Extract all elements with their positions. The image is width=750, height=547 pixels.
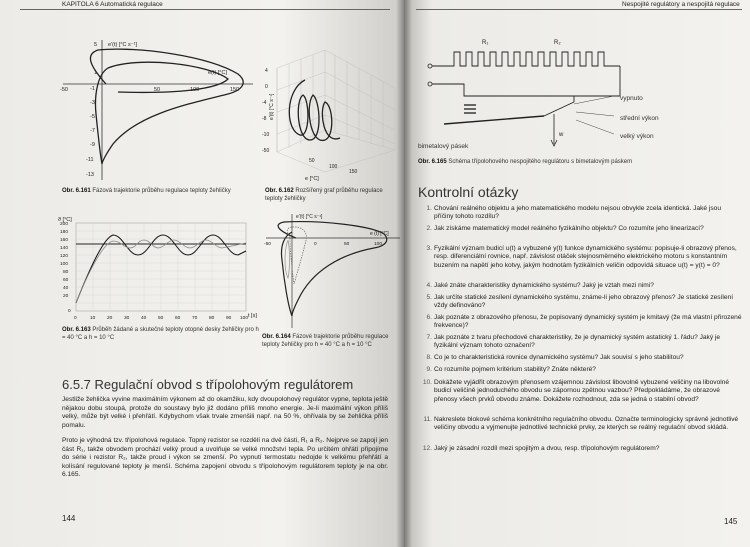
f164-y-label: e'(t) [°C s⁻¹]: [296, 214, 323, 220]
f161-trajectory: [90, 49, 243, 164]
f163-x-tick: 50: [158, 316, 164, 321]
f161-y-tick: -13: [86, 172, 94, 178]
question-number: 10.: [422, 379, 432, 386]
f163-grid: [76, 223, 246, 311]
f164-x-tick: -50: [264, 242, 271, 247]
question-item: [426, 294, 742, 311]
f164-x-tick: 0: [314, 242, 317, 247]
f163-y-tick: 160: [60, 238, 69, 243]
f163-y-tick: 140: [60, 246, 69, 251]
figure-6-165-schematic: [418, 24, 744, 154]
f161-x-tick: -50: [60, 87, 68, 93]
f162-z-tick: 0: [265, 84, 268, 90]
f164-x-tick: 50: [344, 242, 350, 247]
question-item: [426, 245, 742, 270]
f163-caption-text: Průběh žádané a skutečné teploty otopné desky žehličky pro h = 40 °C a h = 10 °C: [62, 327, 259, 341]
question-item: [422, 379, 742, 404]
question-item: [426, 282, 742, 290]
figure-6-161-phase-trajectory: [58, 34, 258, 184]
f163-x-tick: 60: [175, 316, 181, 321]
section-title-kontrolni-otazky: Kontrolní otázky: [418, 184, 519, 200]
figure-6-162-3d-plot: [262, 40, 405, 190]
question-text: Fyzikální význam budicí u(t) a vybuzené y(t) funkce dynamického systému: popisuje-li obrazový přenos, resp. diferenciální rovnice, např. závislost otáček stejnosměrného elektrického motoru s konstantním buzením na napětí jeho kotvy, jakým hodnotám fyzikálních veličin odpovídá situace u(t) = y(t) = 0?: [434, 245, 737, 269]
question-item: [426, 225, 742, 233]
question-text: Jak získáme matematický model reálného fyzikálního objektu? Co rozumíte jeho linearizací?: [434, 225, 704, 232]
f163-y-tick: 20: [63, 294, 69, 299]
f163-caption: [62, 326, 262, 342]
question-number: 5.: [426, 294, 432, 301]
bimetal-label: bimetalový pásek: [418, 143, 469, 150]
f163-x-tick: 30: [124, 316, 130, 321]
question-number: 6.: [426, 314, 432, 321]
f163-x-tick: 100: [240, 316, 249, 321]
f162-z-tick: -10: [262, 132, 270, 138]
question-text: Co rozumíte pojmem kritérium stability? Znáte některé?: [434, 366, 596, 373]
f161-x-tick: 50: [154, 87, 161, 93]
question-text: Nakreslete blokové schéma konkrétního regulačního obvodu. Označte terminologicky správně jednotlivé veličiny obvodu a vyjmenujte jednotlivé technické prvky, ze kterých se reálný regulační obvod skládá.: [434, 416, 739, 432]
f164-caption-num: Obr. 6.164: [262, 334, 291, 340]
f161-y-tick: -1: [90, 86, 95, 92]
f162-caption-num: Obr. 6.162: [265, 188, 294, 194]
question-text: Jak poznáte z tvaru přechodové charakteristiky, že je dynamický systém astatický 1. řádu? Jaký je fyzikální význam tohoto označení?: [434, 334, 721, 350]
f163-x-label: t [s]: [248, 313, 257, 319]
f164-caption-text: Fázové trajektorie průběhu regulace teploty žehličky pro h = 40 °C a h = 10 °C: [262, 334, 389, 348]
f163-x-tick: 70: [192, 316, 198, 321]
question-item: [426, 205, 742, 222]
heating-wire: [432, 52, 620, 66]
f163-x-tick: 0: [74, 316, 77, 321]
question-item: [422, 445, 742, 453]
f163-x-tick: 90: [226, 316, 232, 321]
right-header: Nespojité regulátory a nespojitá regulace: [622, 1, 740, 8]
left-header: KAPITOLA 6 Automatická regulace: [62, 1, 163, 8]
f164-x-label: e (t) [°C]: [370, 231, 389, 237]
f161-caption: [62, 187, 262, 195]
label-stredni-vykon: střední výkon: [620, 115, 659, 122]
f161-y-tick: -3: [90, 100, 95, 106]
question-number: 1.: [426, 205, 432, 212]
section-paragraph-1: Jestliže žehlička vyvine maximálním výkonem až do okamžiku, kdy dvoupolohový regulátor vypne, teplota ještě nějakou dobu stoupá, protože do soustavy bylo již dodáno příliš mnoho energie. Je-li maximální výkon příliš velký, může být velké i přehřátí. Kdybychom však trvale zmenšili např. na 50 %, ohřívala by se žehlička příliš pomalu.: [62, 396, 388, 429]
bimetal-strip: [444, 116, 544, 124]
f162-caption: [265, 187, 399, 203]
section-paragraph-2: Proto je výhodná tzv. třípolohová regulace. Topný rezistor se rozdělí na dvě části, R₁ a R₂. Nejprve se zapojí jen část R₁, takže obvodem prochází velký proud a uvolňuje se velké množství tepla. Po určitém ohřátí připojíme do série i rezistor R₂, takže proud i výkon se zmenší. Po vypnutí termostatu nedojde k velkému přehřátí a kolísání regulované teploty je menší. Schéma zapojení obvodu s třípolohovým regulátorem teploty je na obr. 6.165.: [62, 437, 388, 479]
question-number: 7.: [426, 334, 432, 341]
f162-caption-text: Rozšířený graf průběhu regulace teploty žehličky: [265, 188, 383, 202]
f163-x-tick: 20: [107, 316, 113, 321]
figure-6-163-time-response: [58, 213, 258, 323]
section-title-6-5-7: 6.5.7 Regulační obvod s třípolohovým regulátorem: [62, 377, 354, 392]
r2-label: R₂: [554, 40, 561, 46]
f163-y-tick: 100: [60, 262, 69, 267]
question-text: Chování reálného objektu a jeho matematického modelu nejsou obvykle zcela identická. Jaké jsou příčiny tohoto rozdílu?: [434, 205, 721, 221]
question-text: Jaký je zásadní rozdíl mezi spojitým a dvou, resp. třípolohovým regulátorem?: [434, 445, 660, 452]
question-text: Co je to charakteristická rovnice dynamického systému? Jak souvisí s jeho stabilitou?: [434, 354, 684, 361]
page-number-left: 144: [62, 514, 76, 523]
f161-y-tick: -7: [90, 128, 95, 134]
question-item: [426, 366, 742, 374]
f163-y-tick: 0: [68, 309, 71, 314]
f163-caption-num: Obr. 6.163: [62, 327, 91, 333]
f162-z-label: e'(t) [°C s⁻¹]: [269, 93, 275, 120]
f163-y-tick: 60: [63, 278, 69, 283]
question-number: 9.: [426, 366, 432, 373]
question-item: [426, 314, 742, 331]
f161-y-label: e'(t) [°C s⁻¹]: [108, 42, 138, 48]
f162-z-tick: -50: [262, 148, 270, 154]
f161-x-tick: 100: [190, 87, 200, 93]
f164-x-tick: 100: [374, 242, 383, 247]
question-text: Jak určíte statické zesílení dynamického systému, známe-li jeho obrazový přenos? Je statické zesílení vždy definováno?: [434, 294, 734, 310]
label-vypnuto: vypnuto: [620, 95, 643, 102]
f161-y-tick: -9: [90, 142, 95, 148]
f161-y-tick: -11: [86, 157, 94, 163]
figure-6-164-phase-trajectories: [262, 210, 402, 330]
f163-y-label: ϑ [°C]: [58, 217, 72, 223]
question-number: 3.: [426, 245, 432, 252]
f162-grid: [277, 50, 395, 172]
f163-x-tick: 80: [209, 316, 215, 321]
f163-y-tick: 40: [63, 286, 69, 291]
header-rule: [20, 9, 390, 10]
f165-caption-text: Schéma třípolohového nespojitého regulátoru s bimetalovým páskem: [448, 159, 633, 165]
f162-x-label: e [°C]: [305, 176, 319, 182]
f162-x-tick: 150: [349, 169, 358, 175]
f164-trajectory-h10-inner: [285, 240, 290, 278]
f162-x-tick: 100: [329, 164, 338, 170]
question-item: [423, 416, 742, 433]
f161-y-tick: 1: [94, 70, 98, 76]
question-text: Dokážete vyjádřit obrazovým přenosem vzájemnou závislost libovolně vybuzené veličiny na libovolné budicí veličině jednoduchého obvodu se zápornou zpětnou vazbou? Předpokládáme, že obrazové přenosy všech prvků obvodu známe. Dokážete rozhodnout, zda se jedná o stabilní obvod?: [434, 379, 730, 403]
f163-y-tick: 120: [60, 254, 69, 259]
header-rule: [416, 9, 742, 10]
question-number: 2.: [426, 225, 432, 232]
f161-x-tick: 150: [230, 87, 240, 93]
label-velky-vykon: velký výkon: [620, 133, 654, 140]
f163-y-tick: 200: [60, 222, 69, 227]
f163-x-tick: 40: [141, 316, 147, 321]
f162-z-tick: -4: [262, 100, 267, 106]
question-number: 8.: [426, 354, 432, 361]
f163-y-tick: 80: [63, 270, 69, 275]
f161-caption-text: Fázová trajektorie průběhu regulace teploty žehličky: [92, 188, 231, 194]
book-gutter: [396, 0, 412, 547]
f162-spiral: [289, 80, 340, 140]
f161-y-tick: -5: [90, 114, 95, 120]
right-page: [404, 0, 750, 547]
f162-z-tick: 4: [265, 68, 268, 74]
f161-x-label: e(t) [°C]: [208, 70, 228, 76]
f162-z-tick: -8: [262, 116, 267, 122]
question-number: 4.: [426, 282, 432, 289]
f161-y-tick: 5: [94, 42, 98, 48]
question-text: Jak poznáte z obrazového přenosu, že popisovaný dynamický systém je kmitavý (že má vlastní přirozené frekvence)?: [434, 314, 742, 330]
f161-caption-num: Obr. 6.161: [62, 188, 91, 194]
question-number: 12.: [422, 445, 432, 452]
question-text: Jaké znáte charakteristiky dynamického systému? Jaký je vztah mezi nimi?: [434, 282, 654, 289]
r1-label: R₁: [482, 40, 489, 46]
f163-y-tick: 180: [60, 230, 69, 235]
f164-caption: [262, 333, 402, 349]
question-item: [426, 354, 742, 362]
f165-caption-num: Obr. 6.165: [418, 159, 447, 165]
w-label: w: [559, 132, 564, 138]
question-number: 11.: [423, 416, 432, 423]
f163-x-tick: 10: [90, 316, 96, 321]
question-item: [426, 334, 742, 351]
f165-caption: [418, 158, 728, 166]
f162-x-tick: 50: [309, 158, 315, 164]
page-number-right: 145: [724, 517, 738, 526]
